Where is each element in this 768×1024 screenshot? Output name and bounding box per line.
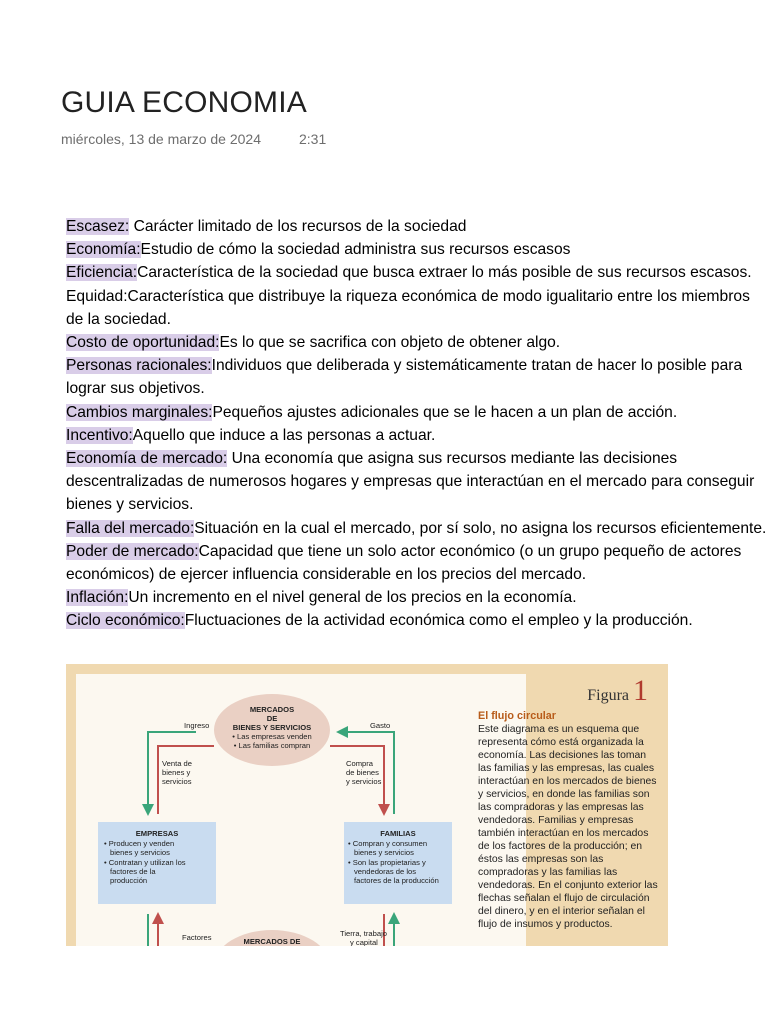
svg-text:DE [267,714,278,723]
glossary-definition: Una economía que asigna sus recursos mediante las decisiones descentralizadas de numerosos hogares y empresas que interactúan en el mercado para conseguir bienes y servicios. [66,450,755,514]
diagram-canvas [76,674,526,946]
glossary-entry [66,238,768,261]
circular-flow-diagram [76,674,526,946]
venta-label-2: bienes y [162,768,191,777]
glossary-term: Costo de oportunidad: [66,334,220,352]
caption-title: El flujo circular [478,710,556,722]
glossary-definition: Es lo que se sacrifica con objeto de obtener algo. [219,334,561,352]
glossary-definition: Individuos que deliberada y sistemáticamente tratan de hacer lo posible para lograr sus objetivos. [66,357,743,398]
venta-label-1: Venta de [162,759,192,768]
venta-label-3: servicios [162,777,192,786]
familias-item-3: • Son las propietarias y [348,858,426,867]
page-time: 2:31 [299,131,327,147]
glossary-definition: Característica de la sociedad que busca extraer lo más posible de sus recursos escasos. Equidad:Característica que distribuye la riqueza económica de modo igualitario entre los miembros de la sociedad. [66,264,752,328]
glossary-definition: Capacidad que tiene un solo actor económico (o un grupo pequeño de actores económicos) de ejercer influencia considerable en los precios del mercado. [66,542,742,584]
svg-text:• Las familias compran [234,741,311,750]
glossary-definition: Pequeños ajustes adicionales que se le hacen a un plan de acción. [212,403,678,421]
empresas-item-5: producción [110,876,148,885]
glossary-definition: Carácter limitado de los recursos de la sociedad [129,218,467,235]
compra-label-2: de bienes [346,768,379,777]
tierra-label-2: y capital [350,938,378,946]
glossary-definition: Situación en la cual el mercado, por sí solo, no asigna los recursos eficientemente. [194,519,767,537]
empresas-item-1: • Producen y venden [104,839,175,848]
glossary-entry [66,331,768,354]
glossary-entry [66,401,768,424]
compra-label-3: y servicios [346,777,382,786]
glossary-definition: Estudio de cómo la sociedad administra sus recursos escasos [140,241,571,259]
glossary-entry [66,609,768,632]
tierra-label-1: Tierra, trabajo [340,929,387,938]
glossary-entry [66,586,768,609]
glossary-entry [66,540,768,586]
caption-text: Este diagrama es un esquema que representa cómo está organizada la economía. Las decisiones las toman las familias y las empresas, las cuales interactúan en los mercados de bienes y servicios, en donde las familias son las compradoras y las empresas las vendedoras. Familias y empresas también interactúan en los mercados de los factores de la producción; en éstos las empresas son las compradoras y las familias las vendedoras. En el conjunto exterior las flechas señalan el flujo de circulación del dinero, y en el interior señalan el flujo de insumos y productos. [478,724,658,930]
empresas-item-2: bienes y servicios [110,848,170,857]
glossary-term: Poder de mercado: [66,542,199,560]
page-title: GUIA ECONOMIA [61,86,307,119]
goods-item-1: • Las empresas venden [232,732,312,741]
svg-text:MERCADOS [250,705,294,714]
glossary-term: Ciclo económico: [66,612,185,630]
page-date: miércoles, 13 de marzo de 2024 [61,131,261,147]
glossary-definition: Fluctuaciones de la actividad económica como el empleo y la producción. [184,612,693,630]
familias-item-1: • Compran y consumen [348,839,428,848]
glossary-entry [66,261,768,331]
factores-label: Factores [182,933,212,942]
glossary-definition: Un incremento en el nivel general de los precios en la economía. [128,589,577,607]
familias-item-2: bienes y servicios [354,848,414,857]
page-timestamp [61,131,326,147]
glossary-term: Inflación: [66,589,129,607]
gasto-label: Gasto [370,721,391,730]
figure-number: 1 [633,674,648,707]
empresas-item-3: • Contratan y utilizan los [104,858,186,867]
figure-caption [478,710,658,931]
glossary-definition: Aquello que induce a las personas a actuar. [132,426,436,444]
ingreso-label: Ingreso [184,721,210,730]
goods-item-2: • Las familias compran [233,741,311,750]
glossary-entry [66,215,768,238]
empresas-title: EMPRESAS [135,829,179,838]
glossary-term: Economía: [66,241,141,259]
figure-label: Figura [587,687,629,704]
glossary-entry [66,354,768,400]
glossary [66,215,768,633]
svg-text:BIENES Y SERVICIOS [233,723,312,732]
goods-title-1: MERCADOS [249,705,295,714]
goods-title-2: DE [266,714,278,723]
factors-market-title: MERCADOS DE [243,937,301,946]
glossary-entry [66,447,768,517]
svg-text:• Las empresas venden [232,732,312,741]
glossary-term: Cambios marginales: [66,403,213,421]
glossary-entry [66,517,768,540]
glossary-term: Escasez: [66,218,130,235]
circular-flow-figure [66,664,668,946]
familias-item-5: factores de la producción [354,876,439,885]
glossary-term: Falla del mercado: [66,519,195,537]
glossary-term: Personas racionales: [66,357,212,375]
glossary-term: Eficiencia: [66,264,138,282]
figure-heading [587,674,648,708]
glossary-term: Economía de mercado: [66,450,228,468]
compra-label-1: Compra [346,759,374,768]
familias-item-4: vendedoras de los [354,867,417,876]
glossary-entry [66,424,768,447]
glossary-term: Incentivo: [66,426,133,444]
goods-title-3: BIENES Y SERVICIOS [232,723,312,732]
empresas-item-4: factores de la [110,867,156,876]
familias-title: FAMILIAS [380,829,416,838]
